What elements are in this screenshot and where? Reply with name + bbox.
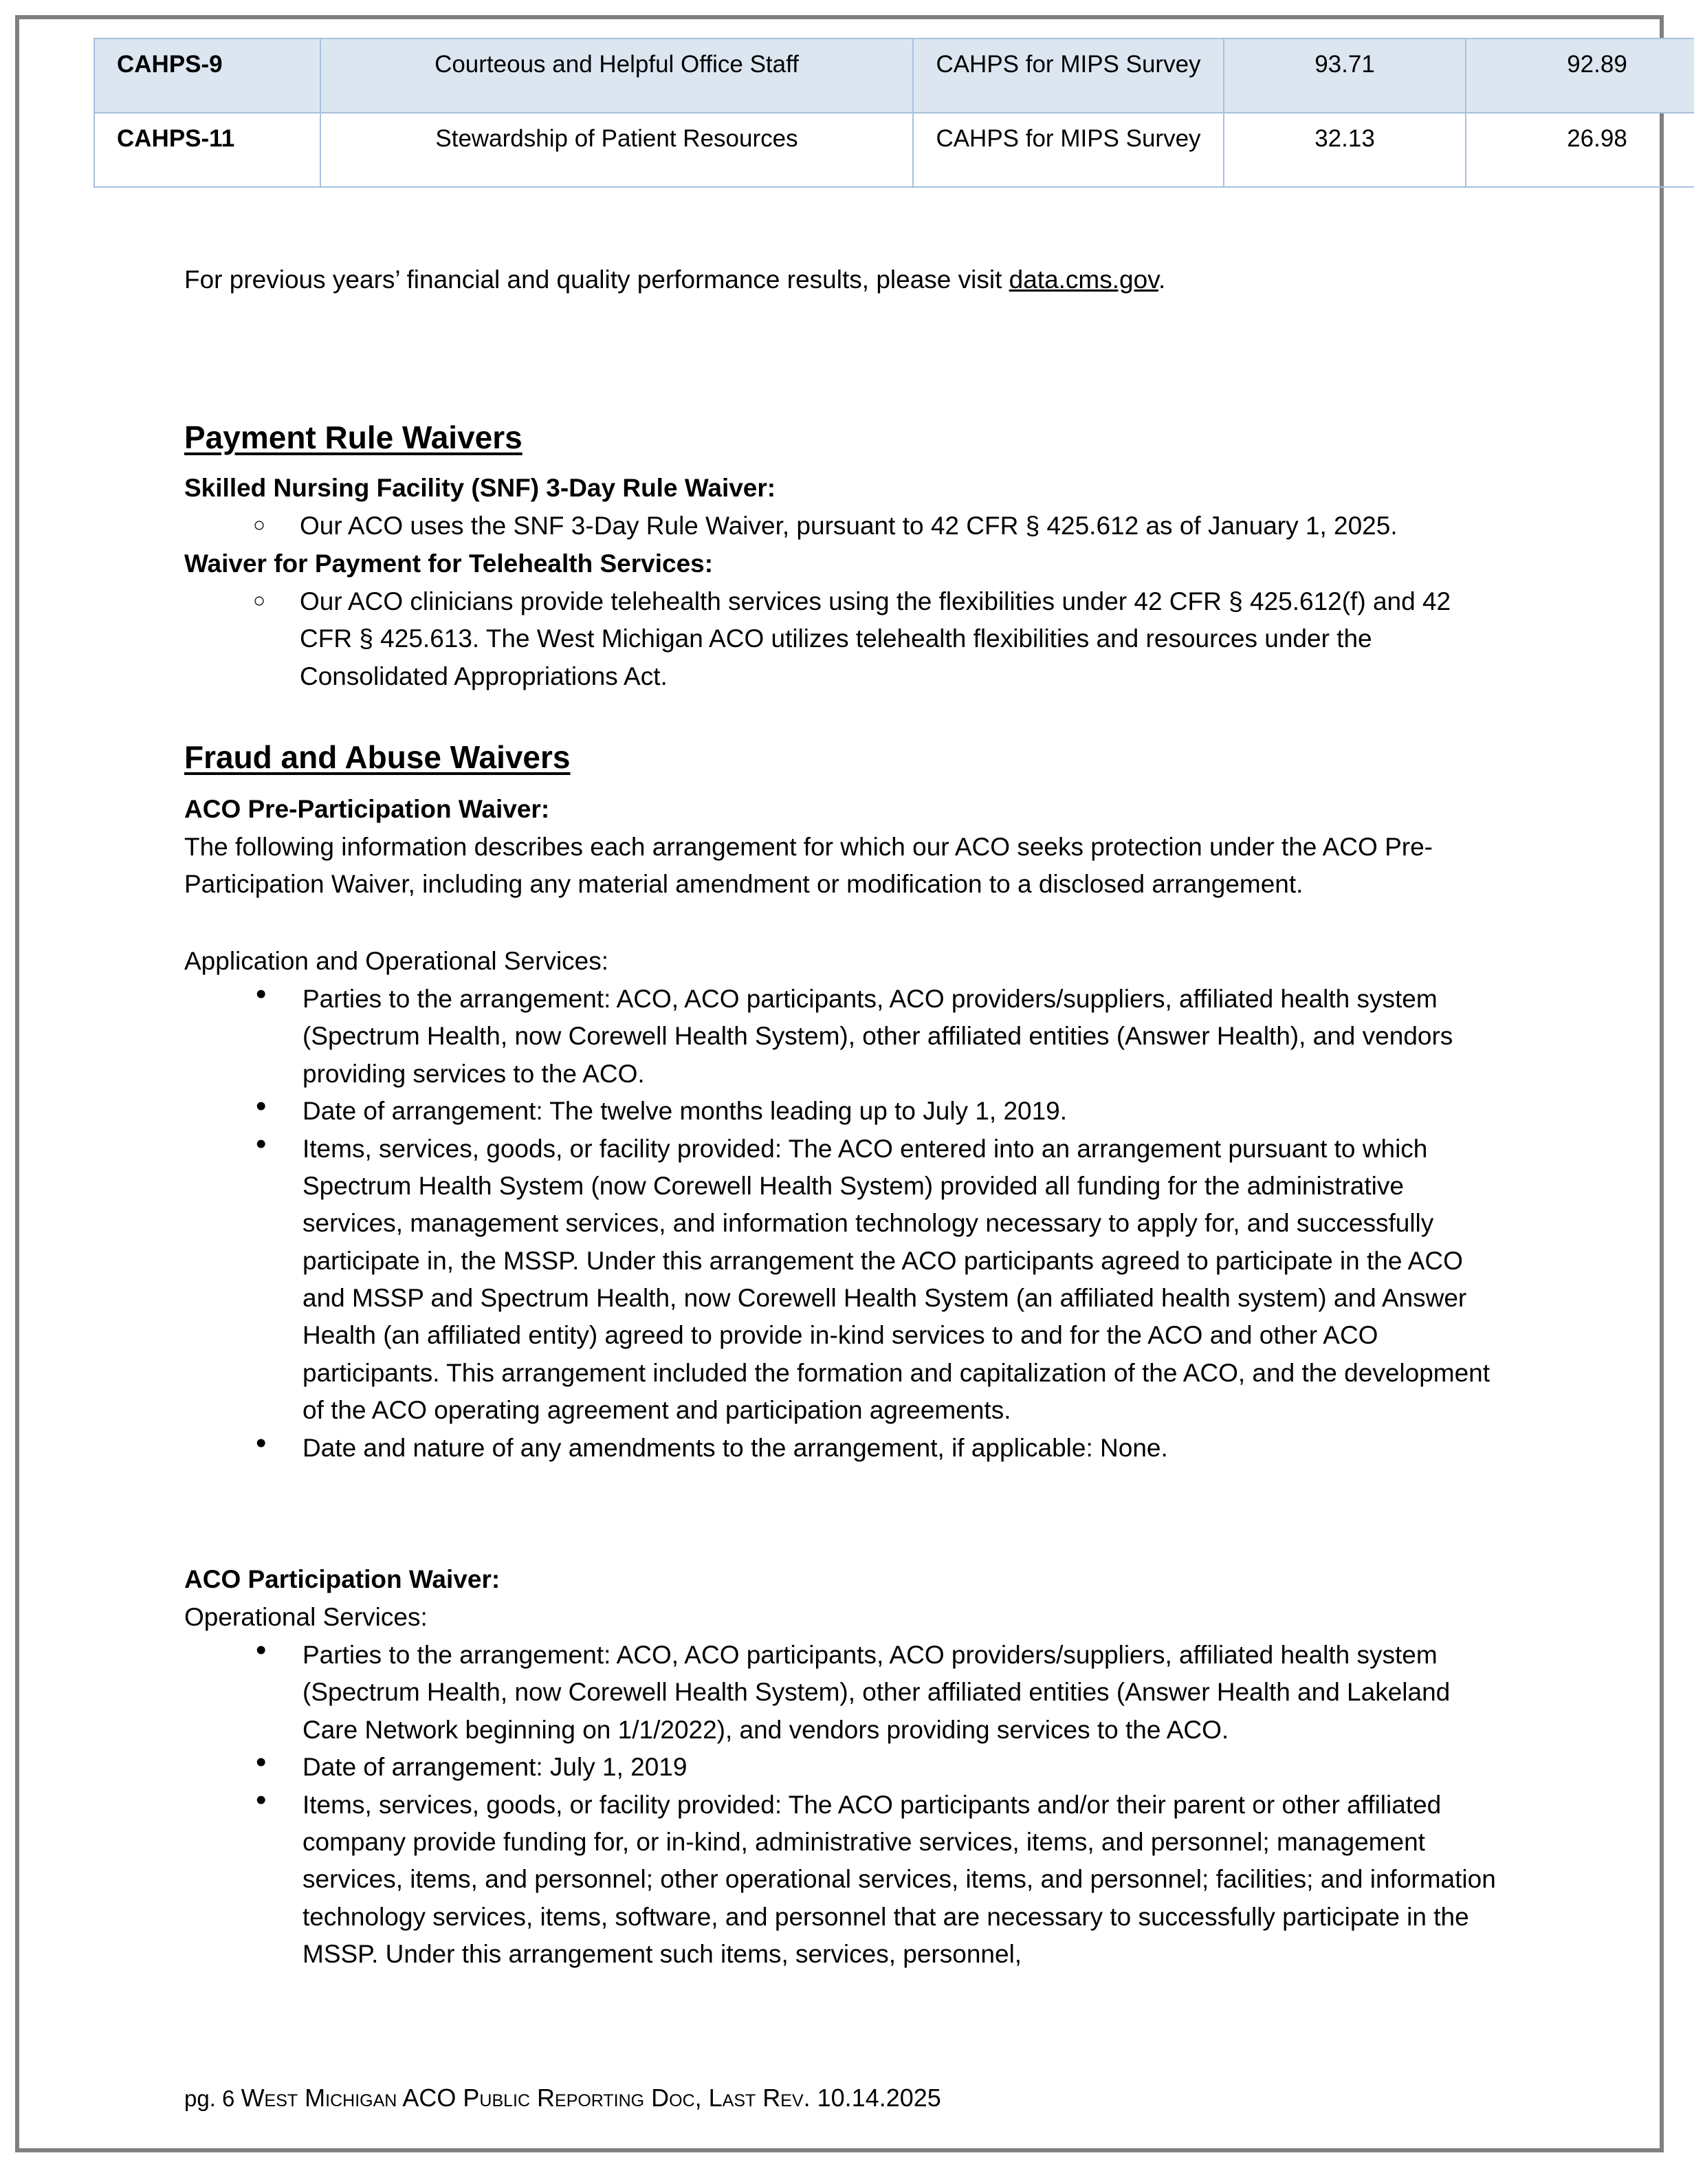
page-content: [19, 19, 1660, 2148]
disc-bullet-icon: •: [256, 1126, 267, 1161]
aco-pre-participation-waiver-label: ACO Pre-Participation Waiver:: [184, 795, 550, 823]
fraud-abuse-waivers-heading: Fraud and Abuse Waivers: [184, 739, 571, 775]
disc-bullet-icon: •: [256, 1089, 267, 1124]
telehealth-waiver-label: Waiver for Payment for Telehealth Services:: [184, 549, 714, 578]
circle-bullet-icon: ○: [253, 589, 266, 612]
list-item: [184, 507, 1508, 545]
footer-page-number: pg. 6: [184, 2085, 241, 2111]
disc-bullet-icon: •: [256, 977, 267, 1011]
list-item-text: Date and nature of any amendments to the arrangement, if applicable: None.: [302, 1433, 1168, 1462]
pre-participation-bullet-list: [184, 977, 1508, 1467]
list-item-text: Items, services, goods, or facility provided: The ACO entered into an arrangement pursuant to which Spectrum Health System (now Corewell Health System) provided all funding for the administrative services, management services, and information technology necessary to apply for, and successfully participate in, the MSSP. Under this arrangement the ACO participants agreed to participate in the ACO and MSSP and Spectrum Health, now Corewell Health System (an affiliated health system) and Answer Health (an affiliated entity) agreed to provide in-kind services to and for the ACO and other ACO participants. This arrangement included the formation and capitalization of the ACO, and the development of the ACO operating agreement and participation agreements.: [302, 1134, 1490, 1425]
list-item: [184, 977, 1508, 1093]
table-row: [94, 39, 1694, 113]
quality-measures-table: [94, 38, 1694, 188]
previous-years-note: [184, 261, 1532, 298]
list-item-text: Parties to the arrangement: ACO, ACO participants, ACO providers/suppliers, affiliated health system (Spectrum Health, now Corewell Health System), other affiliated entities (Answer Health and Lakeland Care Network beginning on 1/1/2022), and vendors providing services to the ACO.: [302, 1641, 1451, 1744]
table-cell-value-primary: 32.13: [1224, 113, 1466, 187]
table-cell-value-secondary: 26.98: [1466, 113, 1694, 187]
list-item-text: Our ACO clinicians provide telehealth services using the flexibilities under 42 CFR § 425.612(f) and 42 CFR § 425.613. The West Michigan ACO utilizes telehealth flexibilities and resources under the Consolidated Appropriations Act.: [300, 587, 1451, 690]
payment-rule-waivers-heading: Payment Rule Waivers: [184, 419, 522, 455]
disc-bullet-icon: •: [256, 1426, 267, 1460]
list-item-text: Date of arrangement: The twelve months leading up to July 1, 2019.: [302, 1097, 1068, 1126]
page-frame: [15, 15, 1664, 2152]
table-row: [94, 113, 1694, 187]
list-item: [184, 1633, 1508, 1749]
operational-services-label: Operational Services:: [184, 1603, 428, 1631]
disc-bullet-icon: •: [256, 1782, 267, 1817]
list-item: [184, 1782, 1508, 1974]
note-prefix: For previous years’ financial and quality performance results, please visit: [184, 265, 1009, 294]
table-cell-measure-name: Courteous and Helpful Office Staff: [320, 39, 913, 113]
note-suffix: .: [1158, 265, 1166, 294]
table-cell-measure-name: Stewardship of Patient Resources: [320, 113, 913, 187]
list-item: [184, 1089, 1508, 1130]
table-cell-data-source: CAHPS for MIPS Survey: [913, 39, 1224, 113]
list-item: [184, 583, 1508, 695]
list-item: [184, 1126, 1508, 1430]
table-cell-measure-id: CAHPS-11: [94, 113, 320, 187]
list-item-text: Date of arrangement: July 1, 2019: [302, 1753, 688, 1782]
aco-participation-waiver-label: ACO Participation Waiver:: [184, 1565, 500, 1593]
list-item: [184, 1426, 1508, 1467]
snf-waiver-label: Skilled Nursing Facility (SNF) 3-Day Rule Waiver:: [184, 474, 776, 502]
snf-waiver-list: [184, 507, 1508, 545]
list-item-text: Items, services, goods, or facility provided: The ACO participants and/or their parent or other affiliated company provide funding for, or in-kind, administrative services, items, and personnel; management services, items, and personnel; other operational services, items, and personnel; facilities; and information technology services, items, software, and personnel that are necessary to successfully participate in the MSSP. Under this arrangement such items, services, personnel,: [302, 1790, 1496, 1968]
participation-bullet-list: [184, 1633, 1508, 1973]
footer-document-title: West Michigan ACO Public Reporting Doc, Last Rev. 10.14.2025: [241, 2083, 941, 2112]
page-footer: [184, 2083, 941, 2112]
list-item-text: Parties to the arrangement: ACO, ACO participants, ACO providers/suppliers, affiliated health system (Spectrum Health, now Corewell Health System), other affiliated entities (Answer Health), and vendors providing services to the ACO.: [302, 985, 1453, 1088]
list-item-text: Our ACO uses the SNF 3-Day Rule Waiver, pursuant to 42 CFR § 425.612 as of January 1, 2025.: [300, 512, 1398, 540]
table-cell-value-primary: 93.71: [1224, 39, 1466, 113]
list-item: [184, 1745, 1508, 1786]
circle-bullet-icon: ○: [253, 514, 266, 536]
disc-bullet-icon: •: [256, 1745, 267, 1780]
pre-participation-intro-paragraph: The following information describes each arrangement for which our ACO seeks protection under the ACO Pre-Participation Waiver, including any material amendment or modification to a disclosed arrangement.: [184, 833, 1433, 899]
table-cell-value-secondary: 92.89: [1466, 39, 1694, 113]
telehealth-waiver-list: [184, 583, 1508, 695]
table-cell-measure-id: CAHPS-9: [94, 39, 320, 113]
disc-bullet-icon: •: [256, 1633, 267, 1667]
table-cell-data-source: CAHPS for MIPS Survey: [913, 113, 1224, 187]
data-cms-gov-link[interactable]: data.cms.gov: [1009, 265, 1158, 294]
application-operational-services-label: Application and Operational Services:: [184, 947, 609, 975]
